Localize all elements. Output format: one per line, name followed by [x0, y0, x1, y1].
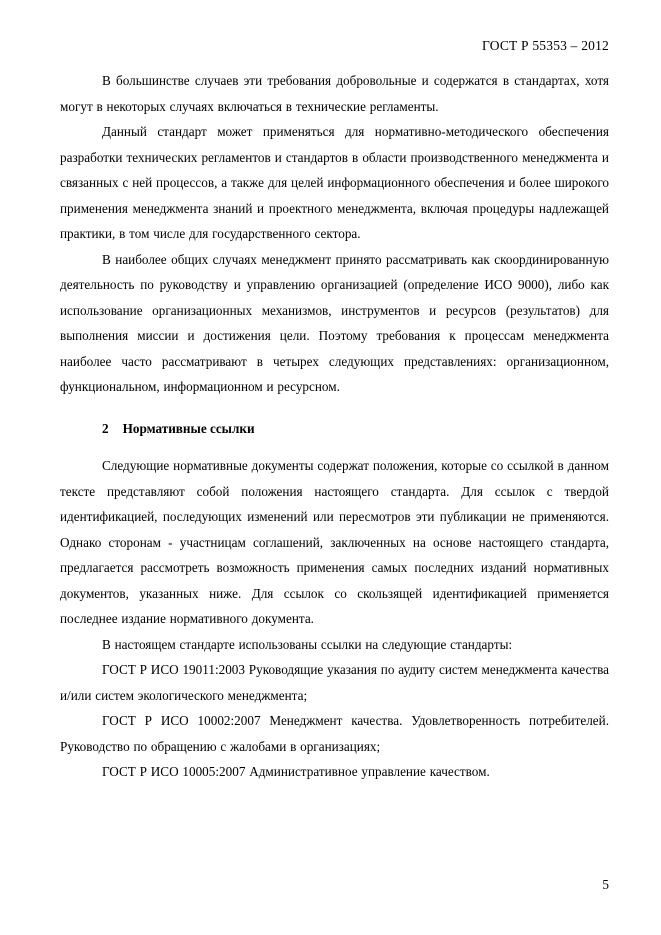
reference-item: ГОСТ Р ИСО 10002:2007 Менеджмент качества. Удовлетворенность потребителей. Руководство по обращению с жалобами в организациях;: [60, 713, 609, 754]
reference-item: ГОСТ Р ИСО 19011:2003 Руководящие указания по аудиту систем менеджмента качества и/или систем экологического менеджмента;: [60, 662, 609, 703]
paragraph-3: В наиболее общих случаях менеджмент принято рассматривать как скоординированную деятельность по руководству и управлению организацией (определение ИСО 9000), либо как использование организационных механизмов, инструментов и ресурсов (результатов) для выполнения миссии и достижения цели. Поэтому требования к процессам менеджмента наиболее часто рассматривают в четырех следующих представлениях: организационном, функциональном, информационном и ресурсном.: [60, 251, 609, 394]
section-paragraph-2: В настоящем стандарте использованы ссылки на следующие стандарты:: [102, 636, 513, 652]
document-standard-header: ГОСТ Р 55353 – 2012: [482, 38, 609, 53]
section-heading: [60, 416, 609, 442]
section-title: Нормативные ссылки: [122, 420, 255, 436]
reference-item: ГОСТ Р ИСО 10005:2007 Административное управление качеством.: [102, 764, 490, 779]
section-paragraph-1: Следующие нормативные документы содержат положения, которые со ссылкой в данном тексте представляют собой положения настоящего стандарта. Для ссылок с твердой идентификацией, последующих изменений или пересмотров эти публикации не применяются. Однако сторонам - участницам соглашений, заключенных на основе настоящего стандарта, предлагается рассмотреть возможность применения самых последних изданий нормативных документов, указанных ниже. Для ссылок со скользящей идентификацией применяется последнее издание нормативного документа.: [60, 458, 609, 626]
paragraph-2: Данный стандарт может применяться для нормативно-методического обеспечения разработки технических регламентов и стандартов в области производственного менеджмента и связанных с ней процессов, а также для целей информационного обеспечения и более широкого применения менеджмента знаний и проектного менеджмента, включая процедуры надлежащей практики, в том числе для государственного сектора.: [60, 124, 609, 241]
page-number: 5: [602, 877, 609, 892]
section-number: 2: [102, 420, 109, 436]
paragraph-1: В большинстве случаев эти требования добровольные и содержатся в стандартах, хотя могут в некоторых случаях включаться в технические регламенты.: [60, 73, 609, 114]
